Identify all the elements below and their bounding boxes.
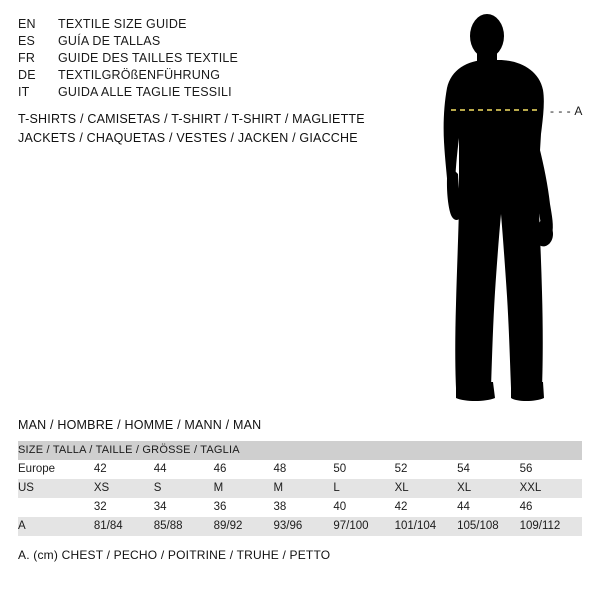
row-value: 81/84 <box>94 517 154 536</box>
row-value: XL <box>395 479 458 498</box>
row-value: M <box>214 479 274 498</box>
row-value: 42 <box>94 460 154 479</box>
table-header-row <box>18 441 582 460</box>
row-value: 97/100 <box>333 517 394 536</box>
row-value: 44 <box>457 498 520 517</box>
language-code: IT <box>18 85 30 99</box>
row-label: A <box>18 517 94 536</box>
language-row <box>18 33 378 50</box>
row-value: 56 <box>520 460 582 479</box>
row-value: 93/96 <box>273 517 333 536</box>
language-code: ES <box>18 34 36 48</box>
measure-dash: - - - <box>550 104 572 118</box>
row-value: 54 <box>457 460 520 479</box>
row-value: 44 <box>154 460 214 479</box>
row-value: 48 <box>273 460 333 479</box>
row-value: 109/112 <box>520 517 582 536</box>
language-row <box>18 16 378 33</box>
row-value: 36 <box>214 498 274 517</box>
language-row <box>18 50 378 67</box>
row-value: XXL <box>520 479 582 498</box>
category-line: JACKETS / CHAQUETAS / VESTES / JACKEN / GIACCHE <box>18 131 358 145</box>
category-line: T-SHIRTS / CAMISETAS / T-SHIRT / T-SHIRT / MAGLIETTE <box>18 112 365 126</box>
size-table <box>18 441 582 536</box>
row-value: S <box>154 479 214 498</box>
row-value: XL <box>457 479 520 498</box>
row-value: 46 <box>214 460 274 479</box>
row-value: 89/92 <box>214 517 274 536</box>
male-silhouette-figure <box>415 14 595 404</box>
table-header-label: SIZE / TALLA / TAILLE / GRÖSSE / TAGLIA <box>18 441 582 460</box>
row-value: 85/88 <box>154 517 214 536</box>
language-code: DE <box>18 68 36 82</box>
language-text: TEXTILE SIZE GUIDE <box>58 17 187 31</box>
row-value: 46 <box>520 498 582 517</box>
row-value: L <box>333 479 394 498</box>
row-value: 101/104 <box>395 517 458 536</box>
row-value: 34 <box>154 498 214 517</box>
row-value: 40 <box>333 498 394 517</box>
row-label <box>18 498 94 517</box>
language-row <box>18 84 378 101</box>
row-value: M <box>273 479 333 498</box>
table-row <box>18 460 582 479</box>
language-row <box>18 67 378 84</box>
table-row <box>18 498 582 517</box>
language-list <box>18 16 378 101</box>
row-label: Europe <box>18 460 94 479</box>
language-code: EN <box>18 17 36 31</box>
measure-letter: A <box>574 104 583 118</box>
table-row <box>18 479 582 498</box>
category-list <box>18 110 418 148</box>
language-code: FR <box>18 51 36 65</box>
row-value: 52 <box>395 460 458 479</box>
measure-label-a <box>550 104 583 118</box>
language-text: TEXTILGRÖßENFÜHRUNG <box>58 68 221 82</box>
row-value: 105/108 <box>457 517 520 536</box>
row-value: XS <box>94 479 154 498</box>
row-value: 38 <box>273 498 333 517</box>
language-text: GUÍA DE TALLAS <box>58 34 161 48</box>
row-value: 42 <box>395 498 458 517</box>
footnote: A. (cm) CHEST / PECHO / POITRINE / TRUHE / PETTO <box>18 548 331 562</box>
row-value: 50 <box>333 460 394 479</box>
row-value: 32 <box>94 498 154 517</box>
language-text: GUIDE DES TAILLES TEXTILE <box>58 51 239 65</box>
table-title: MAN / HOMBRE / HOMME / MANN / MAN <box>18 418 262 432</box>
row-label: US <box>18 479 94 498</box>
language-text: GUIDA ALLE TAGLIE TESSILI <box>58 85 232 99</box>
table-row <box>18 517 582 536</box>
